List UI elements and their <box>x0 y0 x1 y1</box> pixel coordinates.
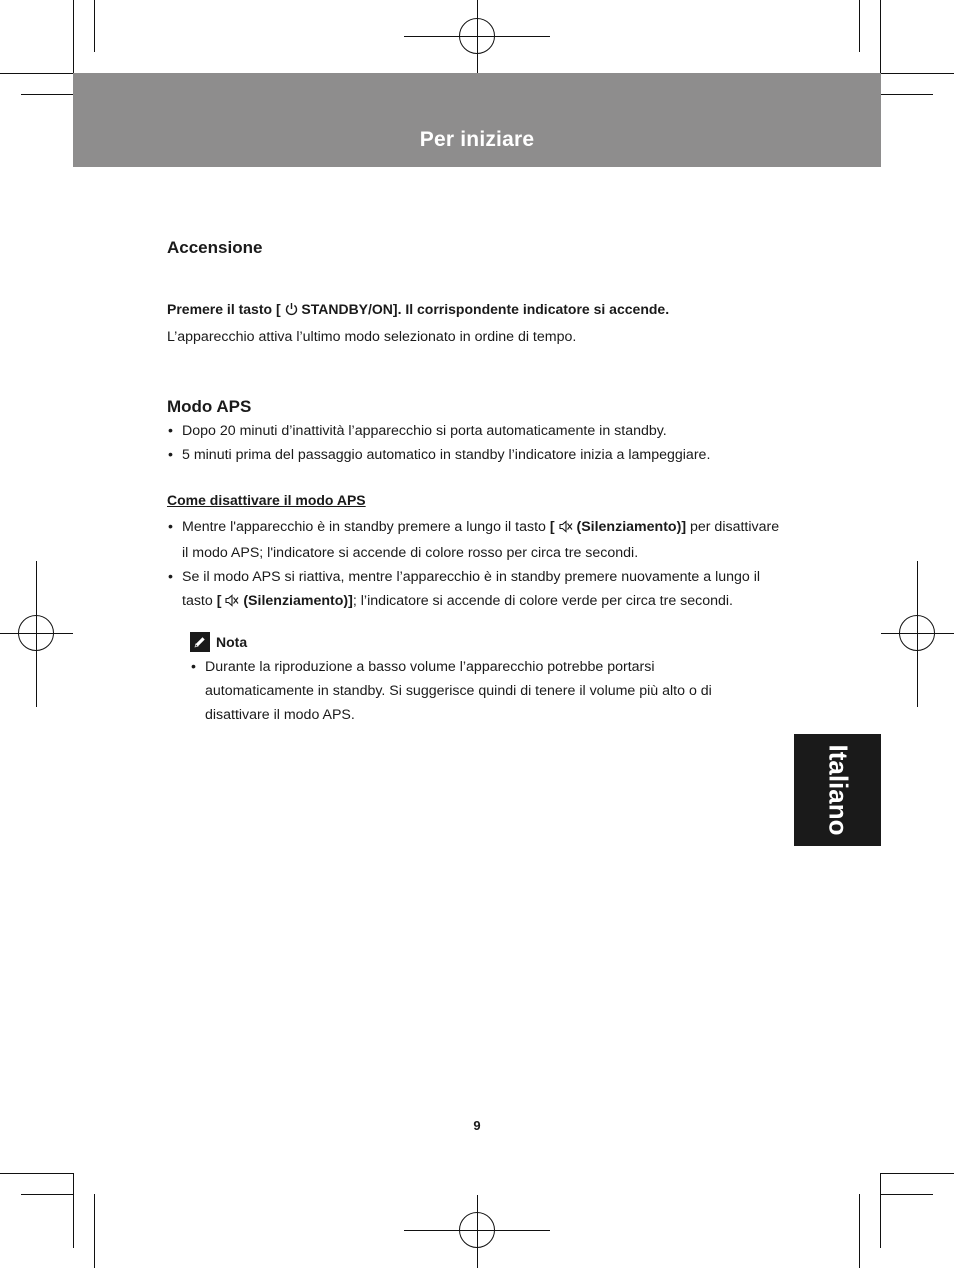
main-content <box>167 236 787 615</box>
power-icon <box>285 299 298 323</box>
header-band <box>73 73 881 167</box>
note-section <box>190 630 760 727</box>
mute-icon <box>225 591 239 615</box>
language-tab-label: Italiano <box>823 744 853 836</box>
mute-icon <box>559 517 573 541</box>
language-tab <box>794 734 881 846</box>
list-item: • Dopo 20 minuti d’inattività l’apparecchio si porta automaticamente in standby. <box>167 419 787 443</box>
section-heading-modo-aps: Modo APS <box>167 397 252 416</box>
disattivare-list <box>167 515 787 615</box>
list-item: • Mentre l'apparecchio è in standby premere a lungo il tasto [ (Silenziamento)] per disattivare il modo APS; l'indicatore si accende di colore rosso per circa tre secondi. <box>167 515 787 565</box>
page-title: Per iniziare <box>419 128 535 151</box>
accensione-body: L’apparecchio attiva l’ultimo modo selezionato in ordine di tempo. <box>167 329 577 345</box>
page-number: 9 <box>473 1118 481 1133</box>
note-header <box>190 630 760 654</box>
modo-aps-list <box>167 419 787 467</box>
pencil-note-icon <box>190 632 210 652</box>
accensione-instruction: Premere il tasto [ STANDBY/ON]. Il corrispondente indicatore si accende. <box>167 297 787 323</box>
list-item: • Se il modo APS si riattiva, mentre l’apparecchio è in standby premere nuovamente a lungo il tasto [ (Silenziamento)]; l’indicatore si accende di colore verde per circa tre secondi. <box>167 565 787 615</box>
subheading-disattivare: Come disattivare il modo APS <box>167 492 366 508</box>
list-item: • Durante la riproduzione a basso volume l’apparecchio potrebbe portarsi automaticamente in standby. Si suggerisce quindi di tenere il volume più alto o di disattivare il modo APS. <box>190 655 760 727</box>
note-label: Nota <box>216 634 248 650</box>
note-list <box>190 655 760 727</box>
list-item: • 5 minuti prima del passaggio automatico in standby l’indicatore inizia a lampeggiare. <box>167 443 787 467</box>
section-heading-accensione: Accensione <box>167 238 263 257</box>
